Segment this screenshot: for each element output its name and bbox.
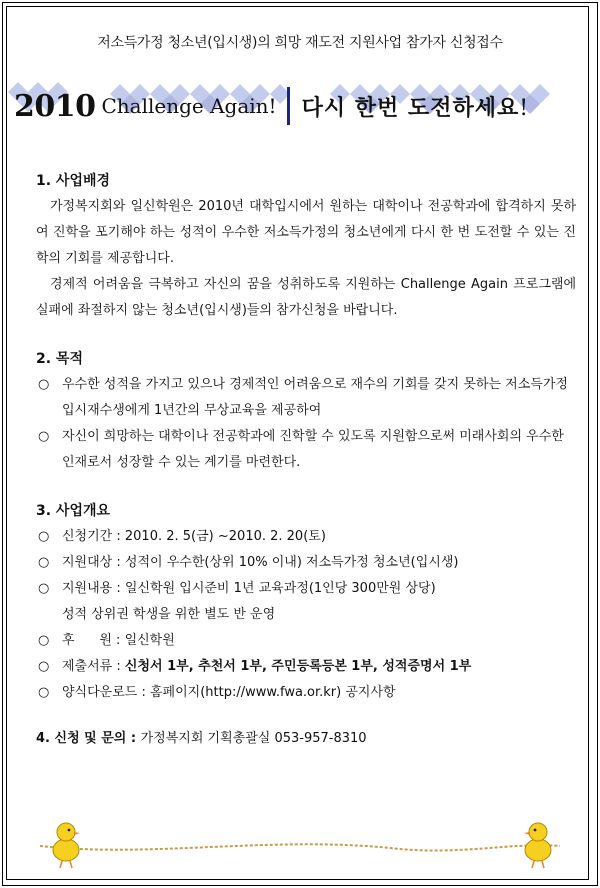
- period-value: 2010. 2. 5(금) ~2010. 2. 20(토): [124, 529, 326, 544]
- list-item: [36, 576, 576, 602]
- sponsor-value: 일신학원: [124, 633, 175, 648]
- list-item: [36, 680, 576, 706]
- contact-label: 4. 신청 및 문의 :: [36, 731, 141, 746]
- docs-value: 신청서 1부, 추천서 1부, 주민등록등본 1부, 성적증명서 1부: [124, 659, 472, 674]
- section-2-title: 2. 목적: [36, 351, 83, 367]
- download-label: 양식다운로드 :: [62, 685, 150, 700]
- section-3-title: 3. 사업개요: [36, 503, 111, 519]
- contact-line: [36, 726, 576, 752]
- title-challenge: Challenge Again!: [101, 94, 277, 118]
- title-year: 2010: [14, 88, 96, 124]
- section-1-paragraph-1: 가정복지회와 일신학원은 2010년 대학입시에서 원하는 대학이나 전공학과에 합격하지 못하여 진학을 포기해야 하는 성적이 우수한 저소득가정의 청소년에게 다시 한 번 도전할 수 있는 진학의 기회를 제공합니다.: [36, 199, 576, 266]
- target-value: 성적이 우수한(상위 10% 이내) 저소득가정 청소년(입시생): [124, 555, 459, 570]
- section-3-list: [36, 524, 576, 706]
- chick-left-icon: [53, 823, 80, 868]
- bullet-circle-icon: ○: [38, 581, 50, 596]
- list-item: [36, 628, 576, 654]
- list-item: ○ 자신이 희망하는 대학이나 전공학과에 진학할 수 있도록 지원함으로써 미래사회의 우수한 인재로서 성장할 수 있는 계기를 마련한다.: [36, 424, 576, 476]
- bullet-circle-icon: ○: [38, 377, 50, 392]
- bullet-circle-icon: ○: [38, 529, 50, 544]
- bullet-circle-icon: ○: [38, 685, 50, 700]
- slogan-text: 다시 한번 도전하세요: [301, 95, 520, 121]
- bullet-circle-icon: ○: [38, 659, 50, 674]
- section-1-title: 1. 사업배경: [36, 173, 111, 189]
- sponsor-label: 후 원 :: [62, 633, 125, 648]
- slogan-exclamation: !: [519, 95, 530, 121]
- title-divider: [287, 87, 290, 125]
- content-sub-line: 성적 상위권 학생을 위한 별도 반 운영: [62, 607, 276, 622]
- content-label: 지원내용 :: [62, 581, 125, 596]
- title-banner: [0, 72, 600, 132]
- target-label: 지원대상 :: [62, 555, 125, 570]
- document-subtitle: 저소득가정 청소년(입시생)의 희망 재도전 지원사업 참가자 신청접수: [97, 35, 503, 51]
- list-item: [36, 550, 576, 576]
- content-value: 일신학원 입시준비 1년 교육과정(1인당 300만원 상당): [124, 581, 436, 596]
- list-item: [36, 524, 576, 550]
- title-slogan: [302, 91, 529, 122]
- chick-rope-decoration: [30, 806, 570, 876]
- bullet-circle-icon: ○: [38, 429, 50, 444]
- period-label: 신청기간 :: [62, 529, 125, 544]
- list-item: ○ 우수한 성적을 가지고 있으나 경제적인 어려움으로 재수의 기회를 갖지 못하는 저소득가정 입시재수생에게 1년간의 무상교육을 제공하여: [36, 372, 576, 424]
- download-value: 홈페이지(http://www.fwa.or.kr) 공지사항: [150, 685, 396, 700]
- section-2-list: [36, 372, 576, 476]
- chick-right-icon: [524, 823, 551, 868]
- docs-label: 제출서류 :: [62, 659, 125, 674]
- list-item: [36, 654, 576, 680]
- bullet-circle-icon: ○: [38, 633, 50, 648]
- contact-value: 가정복지회 기획총괄실 053-957-8310: [140, 731, 367, 746]
- bullet-circle-icon: ○: [38, 555, 50, 570]
- section-1-paragraph-2: 경제적 어려움을 극복하고 자신의 꿈을 성취하도록 지원하는 Challenge Again 프로그램에 실패에 좌절하지 않는 청소년(입시생)들의 참가신청을 바랍니다.: [36, 277, 576, 318]
- document-body: [36, 168, 576, 752]
